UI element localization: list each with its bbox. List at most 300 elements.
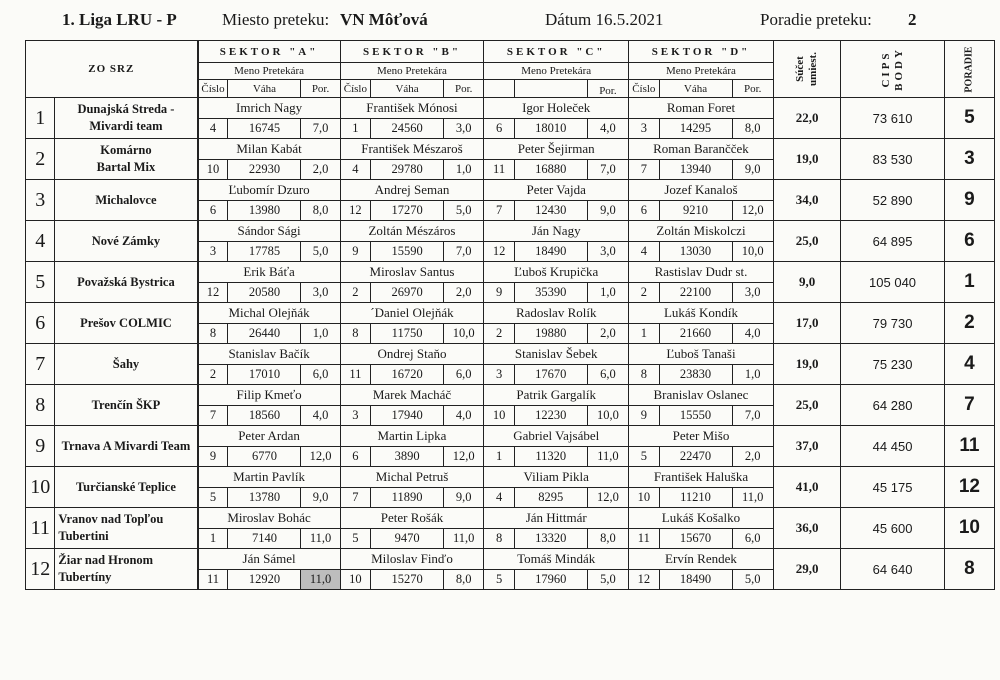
sector-placing: 5,0 [444, 201, 484, 221]
angler-number: 12 [340, 201, 370, 221]
catch-weight: 3890 [371, 447, 444, 467]
angler-name: Milan Kabát [198, 139, 341, 160]
angler-name: Radoslav Rolík [484, 303, 629, 324]
catch-weight: 21660 [659, 324, 732, 344]
cips-header: CIPS BODY [841, 41, 944, 98]
cips-points: 44 450 [841, 426, 944, 467]
venue-value: VN Môťová [340, 10, 428, 29]
angler-name: Tomáš Mindák [484, 549, 629, 570]
catch-weight: 22930 [228, 160, 301, 180]
cips-points: 105 040 [841, 262, 944, 303]
team-name [55, 303, 198, 344]
team-name-line: Komárno [100, 143, 152, 157]
angler-name: Ervín Rendek [629, 549, 774, 570]
catch-weight: 12920 [228, 570, 301, 590]
sector-placing: 2,0 [444, 283, 484, 303]
angler-number: 3 [340, 406, 370, 426]
team-name-line: Vranov nad Topľou [58, 512, 164, 526]
angler-name: Gabriel Vajsábel [484, 426, 629, 447]
sector-placing: 10,0 [587, 406, 628, 426]
catch-weight: 18010 [514, 119, 587, 139]
team-row [26, 303, 995, 324]
team-number: 11 [26, 508, 55, 549]
table-header [26, 41, 995, 98]
col-cislo [484, 80, 514, 98]
sum-placings: 9,0 [773, 262, 840, 303]
sector-placing: 2,0 [301, 160, 340, 180]
team-name [55, 98, 198, 139]
team-name-line: Šahy [112, 356, 140, 371]
team-name-line: Nové Zámky [91, 233, 161, 248]
team-number: 6 [26, 303, 55, 344]
sum-header: Súčet umiest. [773, 41, 840, 98]
sector-placing: 2,0 [587, 324, 628, 344]
angler-name: Peter Rošák [340, 508, 484, 529]
catch-weight: 11210 [659, 488, 732, 508]
cips-points: 79 730 [841, 303, 944, 344]
angler-name: Stanislav Šebek [484, 344, 629, 365]
col-cislo: Číslo [198, 80, 228, 98]
sum-placings: 29,0 [773, 549, 840, 590]
angler-number: 5 [198, 488, 228, 508]
team-rank: 11 [944, 426, 994, 467]
angler-number: 9 [629, 406, 659, 426]
team-name-line: Žiar nad Hronom [58, 553, 154, 567]
catch-weight: 8295 [514, 488, 587, 508]
rank-header: PORADIE [944, 41, 994, 98]
angler-name: Marek Macháč [340, 385, 484, 406]
catch-weight: 14295 [659, 119, 732, 139]
catch-weight: 11890 [371, 488, 444, 508]
angler-name: Sándor Sági [198, 221, 341, 242]
catch-weight: 13980 [228, 201, 301, 221]
sector-placing: 7,0 [301, 119, 340, 139]
team-row [26, 508, 995, 529]
catch-weight: 12230 [514, 406, 587, 426]
team-rank: 3 [944, 139, 994, 180]
angler-number: 12 [629, 570, 659, 590]
catch-weight: 13030 [659, 242, 732, 262]
team-name-line: Považská Bystrica [77, 274, 175, 289]
angler-number: 4 [629, 242, 659, 262]
cips-points: 83 530 [841, 139, 944, 180]
catch-weight: 22470 [659, 447, 732, 467]
sector-placing: 5,0 [301, 242, 340, 262]
team-name [55, 344, 198, 385]
catch-weight: 16880 [514, 160, 587, 180]
angler-number: 11 [340, 365, 370, 385]
angler-number: 9 [340, 242, 370, 262]
sector-placing: 9,0 [301, 488, 340, 508]
sector-b-header: SEKTOR "B" [340, 41, 484, 63]
team-number: 12 [26, 549, 55, 590]
sector-placing: 9,0 [587, 201, 628, 221]
sum-placings: 36,0 [773, 508, 840, 549]
angler-name: ´Daniel Olejňák [340, 303, 484, 324]
team-name [55, 262, 198, 303]
team-number: 7 [26, 344, 55, 385]
angler-number: 10 [629, 488, 659, 508]
angler-name: Miroslav Santus [340, 262, 484, 283]
catch-weight: 16720 [371, 365, 444, 385]
sum-placings: 22,0 [773, 98, 840, 139]
sector-placing: 3,0 [587, 242, 628, 262]
sector-c-name-label: Meno Pretekára [484, 63, 629, 80]
catch-weight: 15270 [371, 570, 444, 590]
team-name-line: Mivardi team [89, 119, 163, 133]
angler-name: Roman Barančček [629, 139, 774, 160]
team-number: 2 [26, 139, 55, 180]
sector-placing: 8,0 [732, 119, 773, 139]
team-name-line: Trenčín ŠKP [91, 397, 161, 412]
sum-placings: 25,0 [773, 385, 840, 426]
col-cislo: Číslo [340, 80, 370, 98]
catch-weight: 19880 [514, 324, 587, 344]
sector-placing: 11,0 [732, 488, 773, 508]
venue-label: Miesto preteku: [222, 10, 330, 29]
team-name [55, 426, 198, 467]
sum-placings: 17,0 [773, 303, 840, 344]
results-table [25, 40, 995, 590]
catch-weight: 26970 [371, 283, 444, 303]
sector-d-header: SEKTOR "D" [629, 41, 774, 63]
sector-placing: 10,0 [444, 324, 484, 344]
angler-number: 1 [629, 324, 659, 344]
team-name [55, 385, 198, 426]
team-name-line: Bartal Mix [96, 160, 156, 174]
team-row [26, 139, 995, 160]
angler-name: Zoltán Mészáros [340, 221, 484, 242]
sector-placing: 11,0 [301, 570, 340, 590]
team-name-line: Dunajská Streda - [77, 102, 175, 116]
team-row [26, 262, 995, 283]
angler-name: Ľubomír Dzuro [198, 180, 341, 201]
catch-weight: 29780 [371, 160, 444, 180]
angler-name: Michal Olejňák [198, 303, 341, 324]
sector-placing: 10,0 [732, 242, 773, 262]
sector-placing: 1,0 [587, 283, 628, 303]
team-name-line: Michalovce [95, 192, 157, 207]
team-row [26, 344, 995, 365]
team-rank: 8 [944, 549, 994, 590]
angler-number: 9 [484, 283, 514, 303]
sector-placing: 7,0 [732, 406, 773, 426]
angler-name: Imrich Nagy [198, 98, 341, 119]
catch-weight: 16745 [228, 119, 301, 139]
angler-number: 1 [198, 529, 228, 549]
angler-number: 11 [484, 160, 514, 180]
catch-weight: 7140 [228, 529, 301, 549]
angler-number: 6 [484, 119, 514, 139]
angler-name: Michal Petruš [340, 467, 484, 488]
team-name-line: Turčianské Teplice [75, 479, 176, 494]
angler-name: Stanislav Bačík [198, 344, 341, 365]
angler-number: 4 [340, 160, 370, 180]
cips-points: 45 600 [841, 508, 944, 549]
sum-placings: 41,0 [773, 467, 840, 508]
sector-placing: 3,0 [732, 283, 773, 303]
sector-placing: 7,0 [444, 242, 484, 262]
catch-weight: 15590 [371, 242, 444, 262]
sector-b-name-label: Meno Pretekára [340, 63, 484, 80]
catch-weight: 18490 [514, 242, 587, 262]
team-number: 9 [26, 426, 55, 467]
catch-weight: 18490 [659, 570, 732, 590]
angler-number: 3 [484, 365, 514, 385]
catch-weight: 12430 [514, 201, 587, 221]
angler-number: 8 [629, 365, 659, 385]
sector-placing: 9,0 [732, 160, 773, 180]
sum-placings: 19,0 [773, 344, 840, 385]
catch-weight: 26440 [228, 324, 301, 344]
team-rank: 5 [944, 98, 994, 139]
sector-placing: 4,0 [301, 406, 340, 426]
angler-number: 9 [198, 447, 228, 467]
angler-name: Branislav Oslanec [629, 385, 774, 406]
team-name [55, 467, 198, 508]
angler-name: Patrik Gargalík [484, 385, 629, 406]
team-name [55, 221, 198, 262]
sector-placing: 9,0 [444, 488, 484, 508]
team-number: 5 [26, 262, 55, 303]
team-name [55, 508, 198, 549]
sum-placings: 19,0 [773, 139, 840, 180]
angler-number: 8 [198, 324, 228, 344]
sector-placing: 8,0 [444, 570, 484, 590]
angler-name: Ľuboš Krupička [484, 262, 629, 283]
angler-name: Ján Nagy [484, 221, 629, 242]
sector-placing: 6,0 [444, 365, 484, 385]
angler-number: 2 [484, 324, 514, 344]
sector-placing: 6,0 [301, 365, 340, 385]
sector-placing: 12,0 [732, 201, 773, 221]
cips-points: 45 175 [841, 467, 944, 508]
col-vaha: Váha [371, 80, 444, 98]
sector-placing: 1,0 [732, 365, 773, 385]
angler-number: 5 [484, 570, 514, 590]
sector-placing: 12,0 [587, 488, 628, 508]
angler-number: 10 [484, 406, 514, 426]
zo-srz-header: ZO SRZ [26, 41, 198, 98]
angler-name: Zoltán Miskolczi [629, 221, 774, 242]
angler-number: 6 [340, 447, 370, 467]
catch-weight: 18560 [228, 406, 301, 426]
col-vaha [514, 80, 587, 98]
col-vaha: Váha [228, 80, 301, 98]
catch-weight: 24560 [371, 119, 444, 139]
catch-weight: 6770 [228, 447, 301, 467]
angler-name: Lukáš Kondík [629, 303, 774, 324]
angler-name: Igor Holeček [484, 98, 629, 119]
angler-name: Martin Lipka [340, 426, 484, 447]
cips-points: 64 640 [841, 549, 944, 590]
angler-name: Viliam Pikla [484, 467, 629, 488]
angler-number: 2 [198, 365, 228, 385]
angler-number: 3 [629, 119, 659, 139]
angler-number: 7 [629, 160, 659, 180]
angler-number: 8 [340, 324, 370, 344]
catch-weight: 22100 [659, 283, 732, 303]
angler-number: 1 [484, 447, 514, 467]
sector-c-header: SEKTOR "C" [484, 41, 629, 63]
angler-name: Roman Foret [629, 98, 774, 119]
date-label: Dátum 16.5.2021 [545, 10, 664, 29]
angler-number: 10 [340, 570, 370, 590]
sector-placing: 7,0 [587, 160, 628, 180]
team-rank: 7 [944, 385, 994, 426]
league-title: 1. Liga LRU - P [62, 10, 177, 29]
col-por: Por. [732, 80, 773, 98]
team-name-line: Prešov COLMIC [80, 315, 172, 330]
sector-placing: 3,0 [444, 119, 484, 139]
angler-name: Peter Vajda [484, 180, 629, 201]
sector-placing: 4,0 [732, 324, 773, 344]
team-number: 10 [26, 467, 55, 508]
angler-number: 7 [198, 406, 228, 426]
sector-placing: 11,0 [587, 447, 628, 467]
col-por: Por. [444, 80, 484, 98]
sector-a-name-label: Meno Pretekára [198, 63, 341, 80]
angler-name: Peter Mišo [629, 426, 774, 447]
cips-points: 75 230 [841, 344, 944, 385]
angler-number: 8 [484, 529, 514, 549]
angler-name: Miloslav Finďo [340, 549, 484, 570]
angler-number: 3 [198, 242, 228, 262]
angler-name: Ondrej Staňo [340, 344, 484, 365]
sum-placings: 25,0 [773, 221, 840, 262]
sector-placing: 1,0 [301, 324, 340, 344]
angler-number: 10 [198, 160, 228, 180]
angler-name: Rastislav Dudr st. [629, 262, 774, 283]
angler-name: František Haluška [629, 467, 774, 488]
team-number: 4 [26, 221, 55, 262]
team-rank: 6 [944, 221, 994, 262]
sector-placing: 11,0 [301, 529, 340, 549]
team-name [55, 549, 198, 590]
sector-placing: 6,0 [732, 529, 773, 549]
col-vaha: Váha [659, 80, 732, 98]
round-value: 2 [908, 10, 917, 29]
angler-name: Peter Šejirman [484, 139, 629, 160]
team-name-line: Tubertíny [58, 570, 112, 584]
catch-weight: 17785 [228, 242, 301, 262]
sector-placing: 5,0 [587, 570, 628, 590]
team-rank: 2 [944, 303, 994, 344]
sector-d-name-label: Meno Pretekára [629, 63, 774, 80]
angler-number: 4 [198, 119, 228, 139]
sector-placing: 4,0 [587, 119, 628, 139]
angler-name: Miroslav Bohác [198, 508, 341, 529]
sector-placing: 6,0 [587, 365, 628, 385]
cips-points: 73 610 [841, 98, 944, 139]
sector-placing: 4,0 [444, 406, 484, 426]
team-rank: 10 [944, 508, 994, 549]
team-name [55, 180, 198, 221]
cips-points: 64 280 [841, 385, 944, 426]
team-row [26, 98, 995, 119]
sector-placing: 8,0 [587, 529, 628, 549]
angler-number: 4 [484, 488, 514, 508]
team-name-line: Tubertini [58, 529, 109, 543]
team-name [55, 139, 198, 180]
angler-name: Ľuboš Tanaši [629, 344, 774, 365]
angler-number: 6 [198, 201, 228, 221]
sector-placing: 8,0 [301, 201, 340, 221]
catch-weight: 23830 [659, 365, 732, 385]
angler-name: Erik Báťa [198, 262, 341, 283]
team-number: 1 [26, 98, 55, 139]
angler-number: 12 [198, 283, 228, 303]
angler-number: 7 [484, 201, 514, 221]
catch-weight: 15550 [659, 406, 732, 426]
catch-weight: 15670 [659, 529, 732, 549]
team-row [26, 180, 995, 201]
team-rank: 9 [944, 180, 994, 221]
angler-number: 12 [484, 242, 514, 262]
sector-placing: 3,0 [301, 283, 340, 303]
angler-name: Martin Pavlík [198, 467, 341, 488]
angler-number: 11 [198, 570, 228, 590]
angler-name: Ján Sámel [198, 549, 341, 570]
catch-weight: 17270 [371, 201, 444, 221]
catch-weight: 9470 [371, 529, 444, 549]
team-rows [26, 98, 995, 590]
angler-name: Andrej Seman [340, 180, 484, 201]
team-row [26, 426, 995, 447]
catch-weight: 20580 [228, 283, 301, 303]
angler-number: 2 [629, 283, 659, 303]
angler-number: 1 [340, 119, 370, 139]
team-rank: 1 [944, 262, 994, 303]
col-cislo: Číslo [629, 80, 659, 98]
angler-number: 6 [629, 201, 659, 221]
col-por: Por. [587, 80, 628, 98]
catch-weight: 11750 [371, 324, 444, 344]
angler-name: Lukáš Košalko [629, 508, 774, 529]
angler-name: Peter Ardan [198, 426, 341, 447]
angler-number: 5 [340, 529, 370, 549]
team-row [26, 549, 995, 570]
angler-name: Jozef Kanaloš [629, 180, 774, 201]
angler-number: 7 [340, 488, 370, 508]
sector-placing: 12,0 [301, 447, 340, 467]
catch-weight: 11320 [514, 447, 587, 467]
angler-number: 11 [629, 529, 659, 549]
team-name-line: Trnava A Mivardi Team [61, 438, 191, 453]
team-row [26, 221, 995, 242]
team-rank: 4 [944, 344, 994, 385]
sector-placing: 5,0 [732, 570, 773, 590]
angler-name: Filip Kmeťo [198, 385, 341, 406]
cips-points: 52 890 [841, 180, 944, 221]
angler-name: Ján Hittmár [484, 508, 629, 529]
angler-name: František Mészaroš [340, 139, 484, 160]
catch-weight: 35390 [514, 283, 587, 303]
sector-a-header: SEKTOR "A" [198, 41, 341, 63]
col-por: Por. [301, 80, 340, 98]
sector-placing: 11,0 [444, 529, 484, 549]
team-number: 3 [26, 180, 55, 221]
catch-weight: 13780 [228, 488, 301, 508]
round-label: Poradie preteku: [760, 10, 872, 29]
sum-placings: 37,0 [773, 426, 840, 467]
catch-weight: 13940 [659, 160, 732, 180]
team-number: 8 [26, 385, 55, 426]
catch-weight: 17010 [228, 365, 301, 385]
catch-weight: 17670 [514, 365, 587, 385]
catch-weight: 17940 [371, 406, 444, 426]
sector-placing: 12,0 [444, 447, 484, 467]
